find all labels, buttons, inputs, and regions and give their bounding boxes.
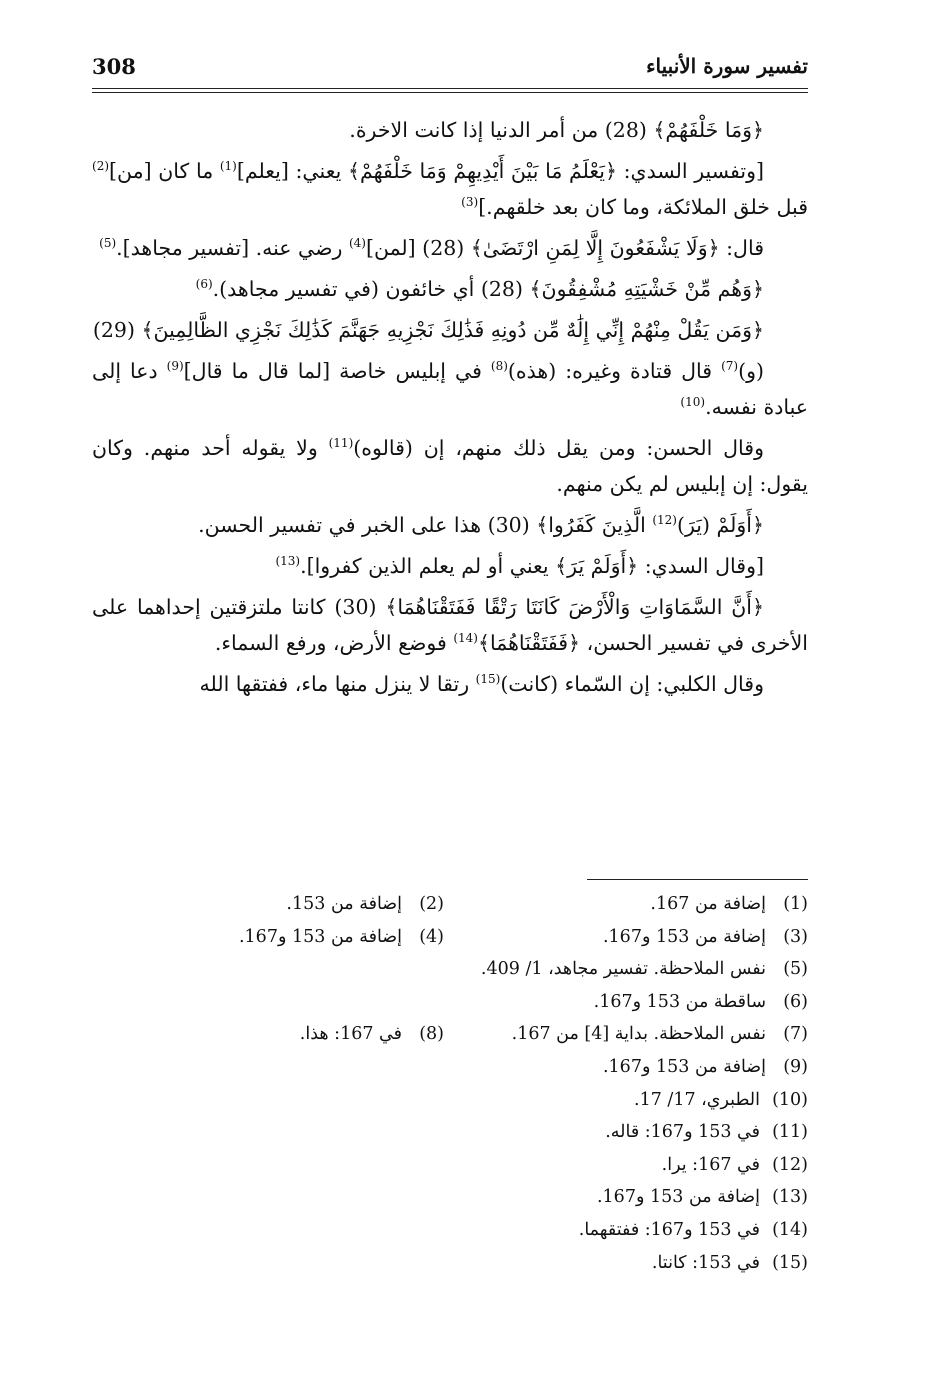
footnote [597, 1181, 808, 1214]
paragraph [92, 271, 808, 307]
footnote-number: (6) [783, 991, 808, 1012]
footnote [481, 953, 808, 986]
footnote-text: نفس الملاحظة. تفسير مجاهد، 1/ 409. [480, 959, 766, 980]
footnote [652, 1247, 808, 1280]
footnote-row [92, 888, 808, 921]
paragraph-text: ولا يقوله أحد منهم. وكان يقول: إن إبليس لم يكن منهم. [92, 436, 808, 496]
paragraph-text: الَّذِينَ كَفَرُوا﴾ (30) هذا على الخبر في تفسير الحسن. [198, 513, 653, 537]
paragraph-text: فوضع الأرض، ورفع السماء. [214, 631, 454, 655]
paragraph-text: ما كان [من] [109, 159, 220, 183]
page-header [92, 50, 808, 90]
paragraph-text: ﴿أَنَّ السَّمَاوَاتِ وَالْأَرْضَ كَانَتَا رَتْقًا فَفَتَقْنَاهُمَا﴾ (30) كانتا ملتزقتين إحداهما على الأخرى في تفسير الحسن، ﴿فَفَتَقْنَاهُمَا﴾ [92, 595, 808, 655]
footnote-text: إضافة من 153 و167. [596, 1187, 760, 1208]
footnote-marker: (13) [275, 554, 301, 569]
paragraph [92, 312, 808, 348]
paragraph-text: ﴿أَوَلَمْ (يَرَ) [676, 513, 764, 537]
footnote-row [92, 1051, 808, 1084]
footnote-marker: (12) [652, 513, 677, 528]
paragraph-text: دعا إلى عبادة نفسه. [92, 359, 808, 419]
footnote-row [92, 1214, 808, 1247]
footnote [662, 1149, 808, 1182]
footnote-number: (14) [772, 1219, 808, 1240]
paragraph-text: في إبليس خاصة [لما قال ما قال] [183, 359, 491, 383]
footnote-text: في 153: كانتا. [651, 1252, 760, 1273]
running-head: تفسير سورة الأنبياء [646, 54, 808, 78]
paragraph-text: (و) [738, 359, 764, 383]
footnote-text: في 167: يرا. [661, 1154, 760, 1175]
footnote-text: إضافة من 153. [286, 894, 402, 914]
paragraph-text: قال قتادة وغيره: (هذه) [507, 359, 722, 383]
paragraph [92, 430, 808, 502]
footnote-marker: (11) [328, 436, 354, 451]
footnote-number: (11) [772, 1122, 808, 1143]
footnote-separator [587, 879, 808, 880]
footnote-row [92, 1116, 808, 1149]
footnote-text: في 167: هذا. [299, 1024, 402, 1045]
footnote-number: (9) [783, 1056, 808, 1077]
footnote-text: الطبري، 17/ 17. [633, 1089, 760, 1110]
footnote-marker: (1) [219, 159, 237, 174]
footnote-text: في 153 و167: قاله. [605, 1122, 760, 1143]
main-text [92, 112, 808, 707]
footnote-number: (12) [772, 1154, 808, 1175]
paragraph [92, 589, 808, 661]
footnote-number: (13) [772, 1187, 808, 1208]
footnote-row [92, 1018, 808, 1051]
paragraph-text: رضي عنه. [تفسير مجاهد]. [116, 236, 349, 260]
footnote-marker: (7) [721, 359, 739, 374]
footnote-row [92, 1247, 808, 1280]
footnote-marker: (15) [475, 672, 501, 687]
footnote [634, 1084, 808, 1117]
footnote-number: (5) [783, 959, 808, 980]
paragraph [92, 230, 808, 266]
footnote-number: (15) [772, 1252, 808, 1273]
footnote-number: (3) [783, 926, 808, 947]
paragraph-text: قال: ﴿وَلَا يَشْفَعُونَ إِلَّا لِمَنِ ارْتَضَىٰ﴾ (28) [لمن] [365, 236, 764, 260]
footnote-marker: (14) [453, 631, 478, 646]
header-rule-top [92, 88, 808, 89]
footnote-marker: (2) [92, 159, 110, 174]
footnote-text: ساقطة من 153 و167. [593, 991, 766, 1012]
paragraph-text: وقال الحسن: ومن يقل ذلك منهم، إن (قالوه) [353, 436, 764, 460]
paragraph-text: رتقا لا ينزل منها ماء، ففتقها الله [199, 672, 476, 696]
footnote [286, 888, 444, 921]
footnote-row [92, 921, 808, 954]
footnote [579, 1214, 808, 1247]
footnote [603, 1051, 808, 1084]
footnote-text: إضافة من 153 و167. [602, 1056, 766, 1077]
footnote-marker: (8) [490, 359, 508, 374]
header-rule-bottom [92, 92, 808, 93]
footnote-marker: (4) [348, 236, 366, 251]
footnote-marker: (3) [461, 195, 479, 210]
footnote-number: (10) [772, 1089, 808, 1110]
paragraph-text: ﴿وَمَن يَقُلْ مِنْهُمْ إِنِّي إِلَٰهٌ مِّن دُونِهِ فَذَٰلِكَ نَجْزِيهِ جَهَنَّمَ كَذَٰلِكَ نَجْزِي الظَّالِمِينَ﴾ (29) [92, 318, 764, 342]
paragraph [92, 153, 808, 225]
footnote-number: (7) [783, 1024, 808, 1045]
paragraph [92, 353, 808, 425]
footnote [605, 1116, 808, 1149]
paragraph-text: [وتفسير السدي: ﴿يَعْلَمُ مَا بَيْنَ أَيْدِيهِمْ وَمَا خَلْفَهُمْ﴾ يعني: [يعلم] [236, 159, 764, 183]
footnote-marker: (6) [195, 277, 213, 292]
footnote-row [92, 1181, 808, 1214]
footnote [594, 986, 808, 1019]
footnote-number: (8) [419, 1024, 444, 1045]
paragraph [92, 507, 808, 543]
footnote [300, 1018, 444, 1051]
footnote-text: في 153 و167: ففتقهما. [578, 1219, 760, 1240]
footnote-text: إضافة من 153 و167. [238, 926, 402, 947]
paragraph-text: وقال الكلبي: إن السّماء (كانت) [500, 672, 764, 696]
footnote [444, 888, 808, 921]
footnote [444, 921, 808, 954]
paragraph-text: قبل خلق الملائكة، وما كان بعد خلقهم.] [478, 195, 808, 219]
footnote-row [92, 986, 808, 1019]
footnote-text: إضافة من 153 و167. [602, 926, 766, 947]
footnote-row [92, 953, 808, 986]
footnote [444, 1018, 808, 1051]
footnote-row [92, 1149, 808, 1182]
footnote-marker: (5) [99, 236, 117, 251]
paragraph [92, 112, 808, 148]
footnote-marker: (9) [166, 359, 184, 374]
paragraph-text: ﴿وَمَا خَلْفَهُمْ﴾ (28) من أمر الدنيا إذا كانت الاخرة. [349, 118, 764, 142]
footnote-text: نفس الملاحظة. بداية [4] من 167. [511, 1024, 766, 1045]
footnote-marker: (10) [680, 395, 706, 410]
footnote-number: (4) [419, 926, 444, 947]
footnote-number: (2) [419, 894, 444, 914]
paragraph-text: [وقال السدي: ﴿أَوَلَمْ يَرَ﴾ يعني أو لم يعلم الذين كفروا]. [300, 554, 764, 578]
footnote [239, 921, 444, 954]
footnotes [92, 888, 808, 1279]
footnote-row [92, 1084, 808, 1117]
footnote-number: (1) [783, 894, 808, 914]
paragraph [92, 548, 808, 584]
footnote-text: إضافة من 167. [650, 894, 766, 914]
paragraph-text: ﴿وَهُم مِّنْ خَشْيَتِهِ مُشْفِقُونَ﴾ (28) أي خائفون (في تفسير مجاهد). [212, 277, 764, 301]
page-number: 308 [92, 54, 136, 79]
paragraph [92, 666, 808, 702]
